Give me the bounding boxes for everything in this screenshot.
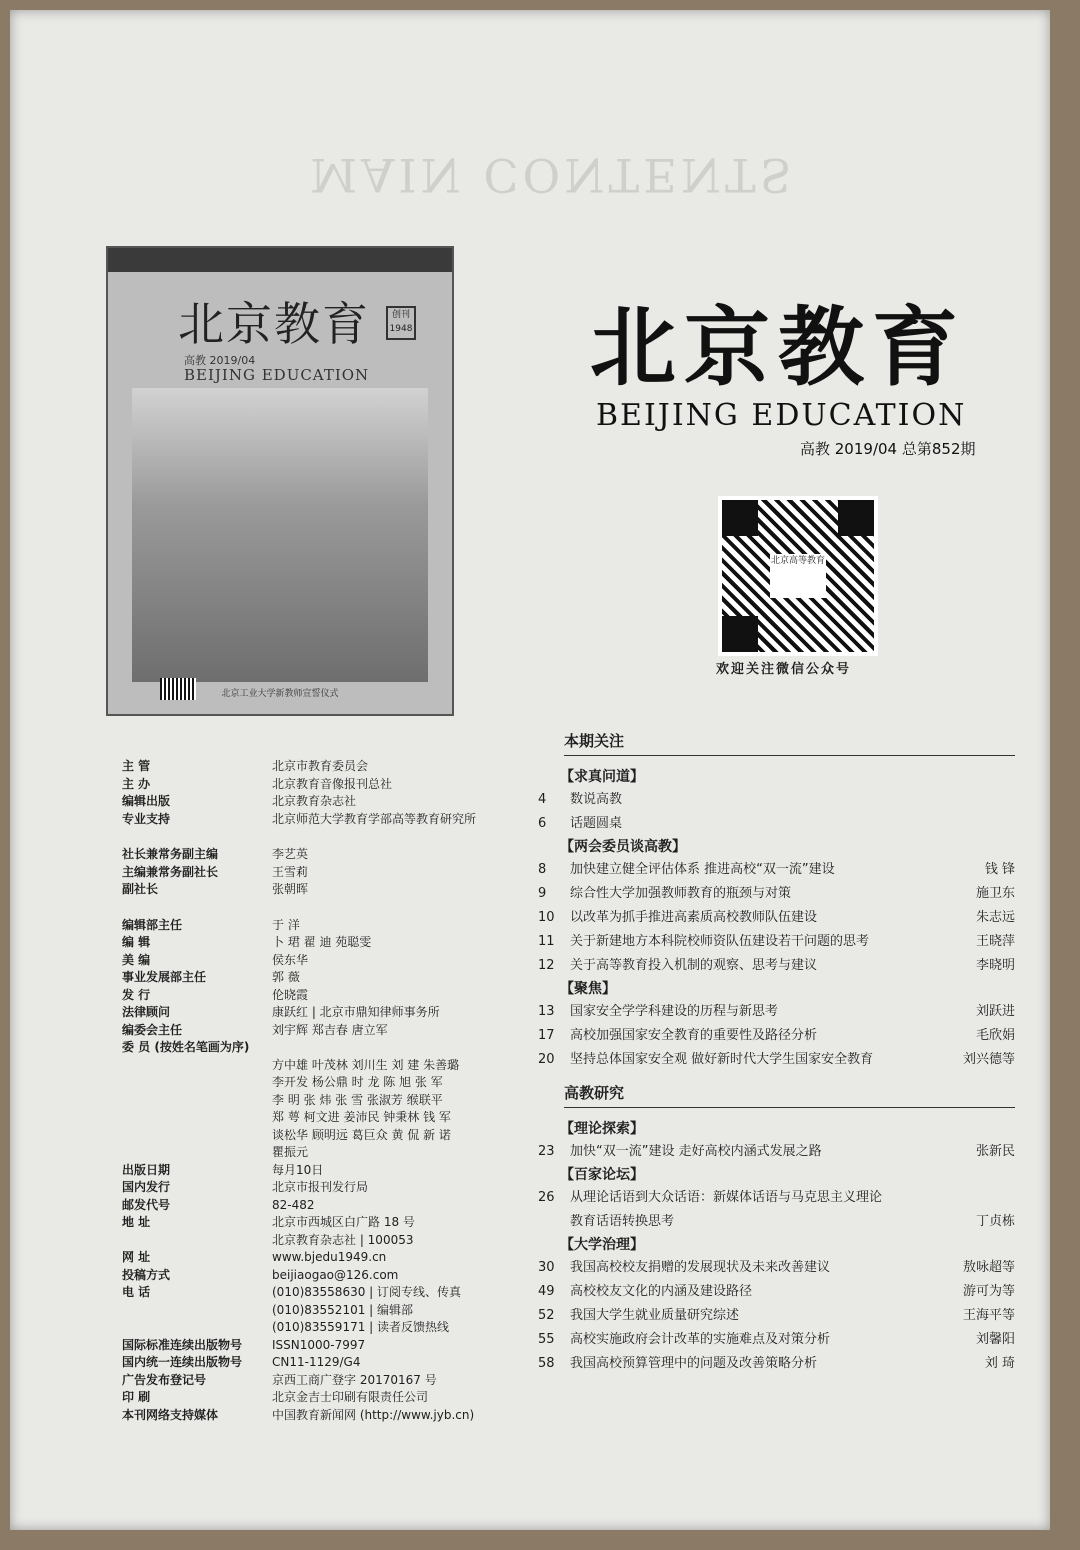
masthead-row <box>122 1232 542 1250</box>
masthead-row <box>122 1127 542 1145</box>
masthead-row <box>122 1337 542 1355</box>
masthead-row <box>122 776 542 794</box>
masthead-row <box>122 1022 542 1040</box>
masthead-key: 编辑部主任 <box>122 917 183 932</box>
cover-title: 北京教育 <box>178 297 370 351</box>
masthead-value: 北京教育杂志社 | 100053 <box>272 1232 414 1247</box>
cover-banner <box>108 248 452 272</box>
toc-entry <box>530 858 1015 882</box>
toc-author <box>945 1186 1015 1210</box>
masthead-value: 于 洋 <box>272 917 300 932</box>
masthead-key <box>122 1057 272 1075</box>
masthead-row <box>122 917 542 935</box>
toc-entry <box>530 1256 1015 1280</box>
masthead-key: 出版日期 <box>122 1162 171 1177</box>
toc-section-title: 高教研究 <box>564 1082 1015 1108</box>
cover-caption: 北京工业大学新教师宣誓仪式 <box>221 689 339 699</box>
toc-entry <box>530 930 1015 954</box>
masthead-key: 委 员 (按姓名笔画为序) <box>122 1040 250 1054</box>
masthead-key: 地 址 <box>122 1215 151 1229</box>
toc-page-number: 58 <box>538 1356 555 1371</box>
masthead-row <box>122 1214 542 1232</box>
toc-article-title: 加快建立健全评估体系 推进高校“双一流”建设 <box>570 862 835 877</box>
masthead-key: 事业发展部主任 <box>122 970 207 984</box>
toc-author <box>945 812 1015 836</box>
toc-page-number: 26 <box>538 1190 555 1205</box>
qr-caption: 欢迎关注微信公众号 <box>716 662 852 677</box>
cover-seal: 创刊1948 <box>386 306 416 340</box>
masthead-row <box>122 1319 542 1337</box>
masthead-value: 北京金吉士印刷有限责任公司 <box>272 1390 429 1404</box>
toc-entry <box>530 788 1015 812</box>
masthead-key: 投稿方式 <box>122 1267 171 1282</box>
toc-entry <box>530 1352 1015 1376</box>
toc-author: 钱 锋 <box>984 862 1015 877</box>
toc-entry <box>530 812 1015 836</box>
toc-author: 张新民 <box>975 1144 1015 1159</box>
toc-column-title: 【大学治理】 <box>560 1237 644 1253</box>
masthead-value: 北京教育音像报刊总社 <box>272 776 393 791</box>
toc-article-title: 高校校友文化的内涵及建设路径 <box>570 1284 753 1299</box>
masthead-row <box>122 1197 542 1215</box>
masthead-value: 郑 萼 柯文进 姜沛民 钟秉林 钱 军 <box>272 1110 451 1124</box>
masthead-row <box>122 1074 542 1092</box>
toc-author <box>945 788 1015 812</box>
masthead-value: 方中雄 叶茂林 刘川生 刘 建 朱善璐 <box>272 1057 460 1072</box>
masthead-value: 北京市报刊发行局 <box>272 1180 369 1194</box>
toc-page-number: 55 <box>538 1332 555 1347</box>
toc-article-title: 数说高教 <box>570 792 623 807</box>
cover-thumbnail <box>106 246 454 716</box>
masthead-key: 印 刷 <box>122 1390 151 1404</box>
masthead-row <box>122 1179 542 1197</box>
masthead-value: 李艺英 <box>272 847 309 861</box>
masthead-key: 编辑出版 <box>122 794 171 808</box>
masthead-key: 国内发行 <box>122 1180 171 1194</box>
cover-issue: 高教 2019/04 <box>184 354 256 367</box>
masthead-row <box>122 1407 542 1425</box>
masthead-row <box>122 934 542 952</box>
masthead-row <box>122 811 542 829</box>
toc-article-title: 关于新建地方本科院校师资队伍建设若干问题的思考 <box>570 934 870 949</box>
toc-article-title: 以改革为抓手推进高素质高校教师队伍建设 <box>570 910 818 925</box>
masthead-value: 刘宇辉 郑吉春 唐立军 <box>272 1022 388 1037</box>
masthead-value: 北京市西城区白广路 18 号 <box>272 1215 415 1229</box>
toc-article-title: 高校实施政府会计改革的实施难点及对策分析 <box>570 1332 831 1347</box>
masthead-key: 广告发布登记号 <box>122 1372 207 1387</box>
masthead-row <box>122 758 542 776</box>
masthead-row <box>122 1109 542 1127</box>
masthead-row <box>122 1092 542 1110</box>
masthead-row <box>122 1144 542 1162</box>
toc-article-title: 我国高校校友捐赠的发展现状及未来改善建议 <box>570 1260 831 1275</box>
masthead-value: beijiaogao@126.com <box>272 1267 399 1282</box>
toc-author: 王晓萍 <box>975 934 1015 949</box>
masthead-gap <box>122 828 542 846</box>
masthead-key: 主 办 <box>122 776 151 791</box>
toc-entry <box>530 1280 1015 1304</box>
toc-page-number: 8 <box>538 862 547 877</box>
toc-author: 毛欣娟 <box>975 1028 1015 1043</box>
masthead-row <box>122 793 542 811</box>
toc-article-title: 话题圆桌 <box>570 816 623 831</box>
masthead-value: 谈松华 顾明远 葛巨众 黄 侃 新 诺 <box>272 1127 451 1142</box>
masthead-value: 伦晓霞 <box>272 987 309 1002</box>
toc-author: 刘兴德等 <box>962 1052 1015 1067</box>
masthead-row <box>122 969 542 987</box>
toc-entry <box>530 1304 1015 1328</box>
masthead-row <box>122 1372 542 1390</box>
qr-code-icon <box>718 496 878 656</box>
masthead-key <box>122 1144 272 1162</box>
issue-number: 高教 2019/04 总第852期 <box>800 440 976 458</box>
masthead-key <box>122 1232 272 1250</box>
toc-column-title: 【理论探索】 <box>560 1121 644 1137</box>
toc-page-number: 17 <box>538 1028 555 1043</box>
masthead-key: 邮发代号 <box>122 1197 171 1212</box>
toc-entry <box>530 1328 1015 1352</box>
masthead-key: 电 话 <box>122 1285 151 1299</box>
toc-page-number: 9 <box>538 886 547 901</box>
toc-entry <box>530 1186 1015 1210</box>
table-of-contents <box>530 730 1015 1376</box>
masthead-key: 主编兼常务副社长 <box>122 864 219 879</box>
masthead-value: 中国教育新闻网 (http://www.jyb.cn) <box>272 1407 475 1422</box>
toc-entry <box>530 1000 1015 1024</box>
toc-page-number: 10 <box>538 910 555 925</box>
masthead-value: 康跃红 | 北京市鼎知律师事务所 <box>272 1005 440 1019</box>
masthead-value: (010)83552101 | 编辑部 <box>272 1302 414 1317</box>
toc-page-number: 4 <box>538 792 547 807</box>
toc-entry <box>530 1048 1015 1072</box>
toc-page-number: 30 <box>538 1260 555 1275</box>
masthead-row <box>122 1004 542 1022</box>
toc-column-title: 【百家论坛】 <box>560 1167 644 1183</box>
toc-article-title: 高校加强国家安全教育的重要性及路径分析 <box>570 1028 818 1043</box>
masthead-row <box>122 1354 542 1372</box>
masthead-key <box>122 1127 272 1145</box>
toc-author: 丁贞栋 <box>975 1214 1015 1229</box>
masthead-value: 李 明 张 炜 张 雪 张淑芳 缑联平 <box>272 1092 443 1107</box>
toc-page-number: 11 <box>538 934 555 949</box>
masthead-key: 编 辑 <box>122 935 151 949</box>
masthead-row <box>122 1302 542 1320</box>
toc-article-title: 我国高校预算管理中的问题及改善策略分析 <box>570 1356 818 1371</box>
toc-entry <box>530 1024 1015 1048</box>
masthead-value: www.bjedu1949.cn <box>272 1250 387 1264</box>
toc-page-number <box>530 1210 570 1234</box>
masthead-gap <box>122 899 542 917</box>
toc-page-number: 12 <box>538 958 555 973</box>
toc-author: 刘 琦 <box>984 1356 1015 1371</box>
toc-page-number: 52 <box>538 1308 555 1323</box>
toc-author: 刘跃进 <box>975 1004 1015 1019</box>
masthead-value: 王雪莉 <box>272 864 309 879</box>
masthead-value: (010)83558630 | 订阅专线、传真 <box>272 1285 462 1299</box>
toc-article-title: 教育话语转换思考 <box>570 1214 675 1229</box>
masthead-key: 法律顾问 <box>122 1005 171 1019</box>
magazine-page <box>10 10 1050 1530</box>
toc-author: 刘馨阳 <box>975 1332 1015 1347</box>
masthead-key <box>122 1302 272 1320</box>
masthead-row <box>122 1284 542 1302</box>
toc-author: 李晓明 <box>975 958 1015 973</box>
masthead-value: 82-482 <box>272 1197 315 1212</box>
masthead-row <box>122 1389 542 1407</box>
masthead-value: 瞿振元 <box>272 1145 309 1159</box>
masthead-row <box>122 952 542 970</box>
toc-entry <box>530 954 1015 978</box>
masthead-value: 卜 珺 翟 迪 苑聪雯 <box>272 935 372 949</box>
toc-column-title: 【两会委员谈高教】 <box>560 839 686 855</box>
masthead-key: 编委会主任 <box>122 1022 183 1037</box>
masthead-value: 郭 薇 <box>272 970 300 984</box>
toc-article-title: 坚持总体国家安全观 做好新时代大学生国家安全教育 <box>570 1052 874 1067</box>
masthead-value: 北京市教育委员会 <box>272 759 369 773</box>
masthead-value: 北京师范大学教育学部高等教育研究所 <box>272 811 477 826</box>
masthead-key <box>122 1319 272 1337</box>
masthead-row <box>122 1039 542 1057</box>
masthead-row <box>122 1249 542 1267</box>
toc-entry <box>530 906 1015 930</box>
masthead-key: 副社长 <box>122 882 159 896</box>
masthead-row <box>122 1267 542 1285</box>
masthead-key: 国际标准连续出版物号 <box>122 1337 243 1352</box>
masthead-value: 北京教育杂志社 <box>272 794 357 808</box>
qr-center-logo: 北京高等教育 <box>770 554 826 598</box>
masthead-key <box>122 1074 272 1092</box>
toc-page-number: 20 <box>538 1052 555 1067</box>
toc-author: 敖咏超等 <box>962 1260 1015 1275</box>
toc-article-title: 国家安全学学科建设的历程与新思考 <box>570 1004 779 1019</box>
toc-entry <box>530 1140 1015 1164</box>
cover-english-title: BEIJING EDUCATION <box>184 366 370 384</box>
toc-article-title: 关于高等教育投入机制的观察、思考与建议 <box>570 958 818 973</box>
masthead-key: 主 管 <box>122 759 151 773</box>
toc-page-number: 6 <box>538 816 547 831</box>
journal-logo: 北京教育 <box>590 297 966 398</box>
masthead-key <box>122 1092 272 1110</box>
toc-author: 游可为等 <box>962 1284 1015 1299</box>
masthead-value: 京西工商广登字 20170167 号 <box>272 1372 437 1387</box>
masthead-key: 网 址 <box>122 1250 151 1264</box>
masthead-key: 发 行 <box>122 987 151 1002</box>
masthead-value <box>272 1039 542 1057</box>
masthead-key: 国内统一连续出版物号 <box>122 1355 243 1369</box>
toc-entry <box>530 882 1015 906</box>
masthead-row <box>122 987 542 1005</box>
toc-author: 王海平等 <box>962 1308 1015 1323</box>
toc-page-number: 13 <box>538 1004 555 1019</box>
toc-author: 朱志远 <box>975 910 1015 925</box>
toc-article-title: 从理论话语到大众话语：新媒体话语与马克思主义理论 <box>570 1190 883 1205</box>
masthead-value: ISSN1000-7997 <box>272 1337 366 1352</box>
masthead-value: 李开发 杨公鼎 时 龙 陈 旭 张 军 <box>272 1075 443 1089</box>
masthead <box>122 758 542 1424</box>
masthead-value: 张朝晖 <box>272 882 309 896</box>
toc-page-number: 49 <box>538 1284 555 1299</box>
masthead-key: 专业支持 <box>122 811 171 826</box>
toc-article-title: 我国大学生就业质量研究综述 <box>570 1308 740 1323</box>
cover-photo <box>132 388 428 682</box>
toc-author: 施卫东 <box>975 886 1015 901</box>
masthead-key <box>122 1109 272 1127</box>
masthead-key: 本刊网络支持媒体 <box>122 1407 219 1422</box>
show-through-text: MAIN CONTENTS <box>310 148 796 202</box>
masthead-value: 每月10日 <box>272 1162 324 1177</box>
masthead-row <box>122 881 542 899</box>
masthead-value: 侯东华 <box>272 952 309 967</box>
toc-article-title: 综合性大学加强教师教育的瓶颈与对策 <box>570 886 792 901</box>
toc-page-number: 23 <box>538 1144 555 1159</box>
toc-column-title: 【求真问道】 <box>560 769 644 785</box>
masthead-key: 美 编 <box>122 952 151 967</box>
masthead-row <box>122 846 542 864</box>
toc-column-title: 【聚焦】 <box>560 981 616 997</box>
masthead-value: (010)83559171 | 读者反馈热线 <box>272 1320 450 1334</box>
masthead-key: 社长兼常务副主编 <box>122 847 219 861</box>
masthead-row <box>122 1057 542 1075</box>
masthead-row <box>122 1162 542 1180</box>
masthead-value: CN11-1129/G4 <box>272 1355 361 1369</box>
toc-entry <box>530 1210 1015 1234</box>
masthead-row <box>122 864 542 882</box>
journal-english-title: BEIJING EDUCATION <box>596 398 967 433</box>
toc-section-title: 本期关注 <box>564 730 1015 756</box>
toc-article-title: 加快“双一流”建设 走好高校内涵式发展之路 <box>570 1144 822 1159</box>
